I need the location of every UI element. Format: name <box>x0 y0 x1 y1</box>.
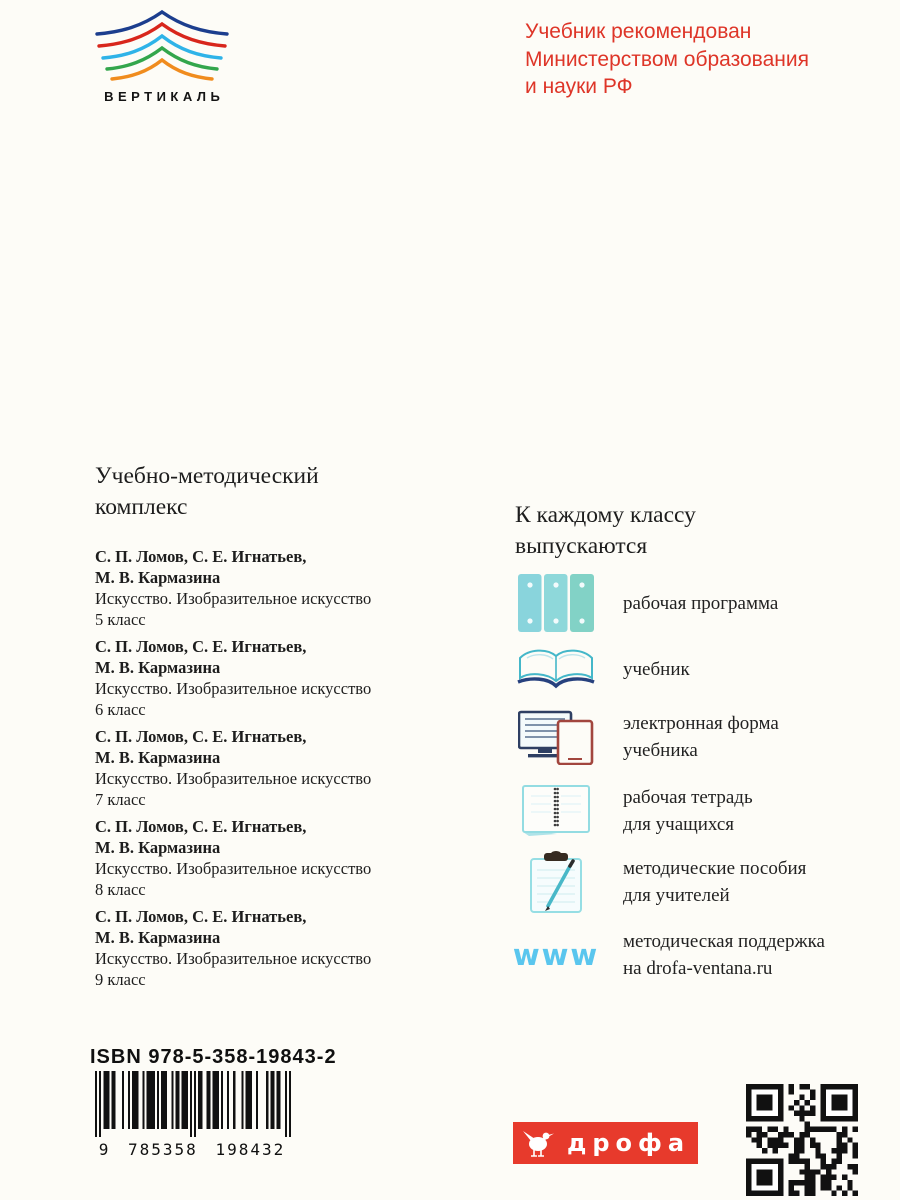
entry-title: Искусство. Изобразительное искусство <box>95 589 372 608</box>
notebook-icon <box>515 784 597 838</box>
vertikal-logo <box>86 8 238 104</box>
binders-icon <box>515 574 597 632</box>
entry-grade: 6 класс <box>95 700 146 719</box>
drofa-wordmark: дрофа <box>566 1129 691 1157</box>
per-class-item <box>512 928 875 982</box>
drofa-bird-icon <box>521 1129 555 1157</box>
entry-authors: С. П. Ломов, С. Е. Игнатьев, <box>95 547 307 566</box>
umk-heading: Учебно-методический комплекс <box>95 463 319 520</box>
per-class-heading: К каждому классу выпускаются <box>515 502 696 559</box>
per-class-item <box>515 850 875 914</box>
entry-authors: С. П. Ломов, С. Е. Игнатьев, <box>95 817 307 836</box>
entry-authors: М. В. Кармазина <box>95 838 221 857</box>
entry-authors: М. В. Кармазина <box>95 658 221 677</box>
entry-authors: С. П. Ломов, С. Е. Игнатьев, <box>95 907 307 926</box>
ean-barcode <box>95 1071 291 1142</box>
entry-grade: 5 класс <box>95 610 146 629</box>
ean-digits: 9 785358 198432 <box>98 1140 286 1159</box>
recommendation-line: и науки РФ <box>525 75 633 98</box>
devices-icon <box>515 709 597 765</box>
per-class-label: учебник <box>623 658 690 680</box>
recommendation-line: Министерством образования <box>525 47 809 71</box>
qr-code <box>746 1084 858 1200</box>
entry-grade: 9 класс <box>95 970 146 989</box>
entry-authors: М. В. Кармазина <box>95 748 221 767</box>
per-class-label: рабочая программа <box>623 592 779 614</box>
entry-title: Искусство. Изобразительное искусство <box>95 949 372 968</box>
vertikal-chevrons-icon <box>86 8 238 84</box>
entry-authors: С. П. Ломов, С. Е. Игнатьев, <box>95 727 307 746</box>
entry-grade: 7 класс <box>95 790 146 809</box>
umk-entry <box>95 546 425 630</box>
entry-title: Искусство. Изобразительное искусство <box>95 859 372 878</box>
per-class-item <box>515 782 875 840</box>
per-class-label: электронная форма учебника <box>623 713 779 761</box>
entry-authors: М. В. Кармазина <box>95 928 221 947</box>
entry-title: Искусство. Изобразительное искусство <box>95 769 372 788</box>
umk-entry <box>95 636 425 720</box>
recommendation-text <box>525 18 809 101</box>
per-class-item <box>515 572 875 634</box>
open-book-icon <box>515 646 597 692</box>
entry-authors: С. П. Ломов, С. Е. Игнатьев, <box>95 637 307 656</box>
umk-entry <box>95 726 425 810</box>
per-class-label: методические пособия для учителей <box>623 858 807 906</box>
www-icon: www <box>512 938 600 972</box>
vertikal-label: ВЕРТИКАЛЬ <box>104 89 225 104</box>
per-class-label: рабочая тетрадь для учащихся <box>623 787 753 835</box>
umk-entry <box>95 816 425 900</box>
entry-grade: 8 класс <box>95 880 146 899</box>
drofa-logo <box>513 1122 698 1164</box>
per-class-item <box>515 644 875 694</box>
clipboard-pencil-icon <box>515 850 597 914</box>
umk-entry <box>95 906 425 990</box>
entry-title: Искусство. Изобразительное искусство <box>95 679 372 698</box>
per-class-item <box>515 708 875 766</box>
per-class-label: методическая поддержка на drofa-ventana.ru <box>623 931 825 979</box>
recommendation-line: Учебник рекомендован <box>525 20 752 43</box>
entry-authors: М. В. Кармазина <box>95 568 221 587</box>
isbn-label: ISBN 978-5-358-19843-2 <box>90 1046 337 1068</box>
